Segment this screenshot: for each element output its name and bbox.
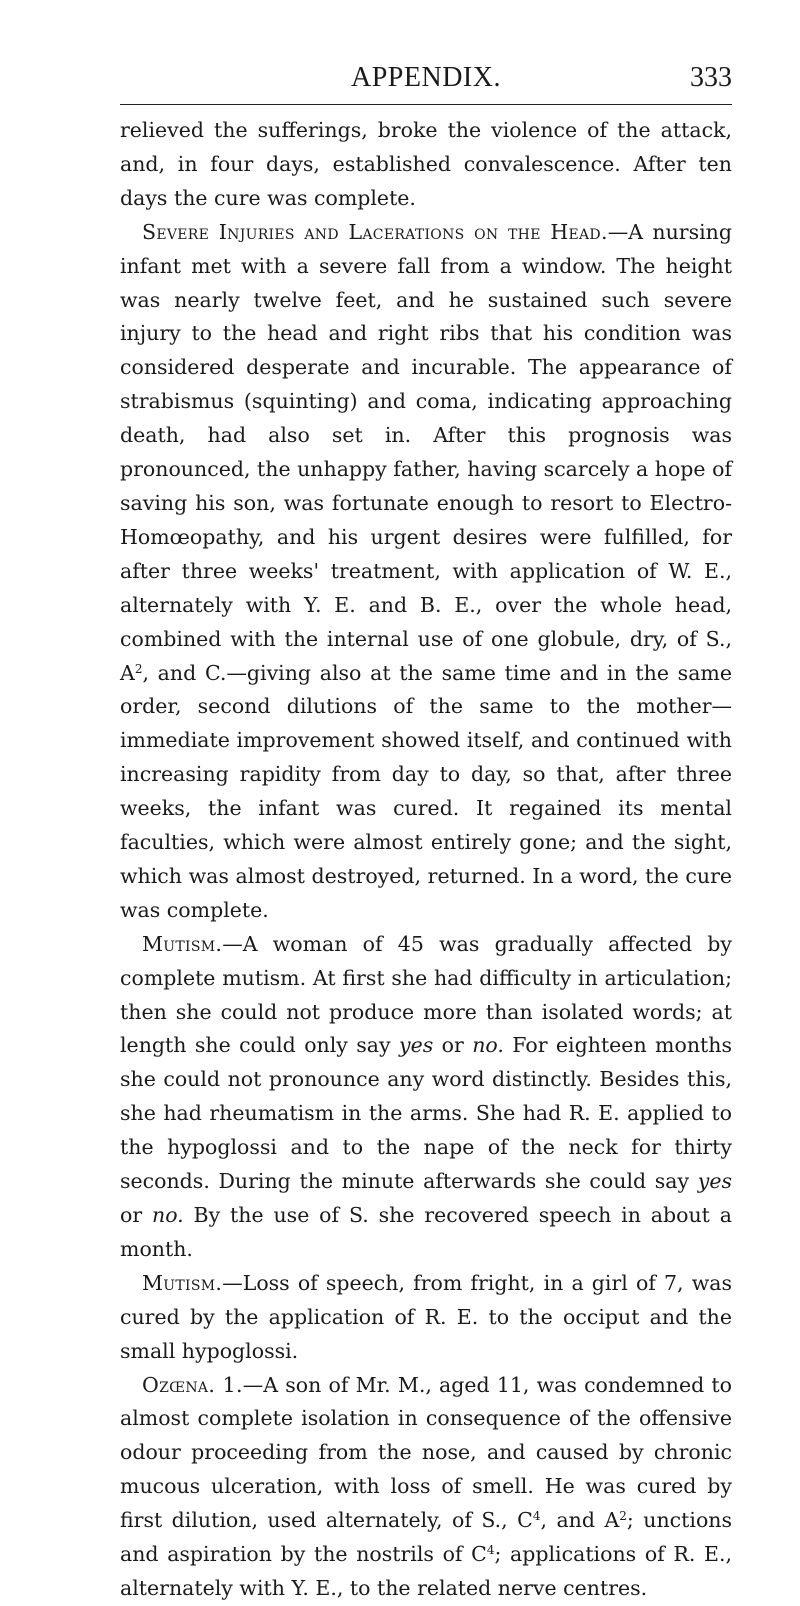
paragraph-text: relieved the sufferings, broke the violence of the attack, and, in four days, established convalescence. After ten days the cure was complete. [120,118,732,210]
section-heading: Severe Injuries and Lacerations on the Head. [142,219,608,244]
italic-word: yes [697,1169,732,1194]
running-head: APPENDIX. [351,62,501,93]
paragraph-ozoena [120,1369,732,1606]
paragraph-text: —A nursing infant met with a severe fall from a window. The height was nearly twelve feet, and he sustained such severe injury to the head and right ribs that his condition was considered desperate and incurable. The appearance of strabismus (squinting) and coma, indicating approaching death, had also set in. After this prognosis was pronounced, the unhappy father, having scarcely a hope of saving his son, was fortunate enough to resort to Electro-Homœopathy, and his urgent desires were fulfilled, for after three weeks' treatment, with application of W. E., alternately with Y. E. and B. E., over the whole head, combined with the internal use of one globule, dry, of S., A [120,219,732,685]
page-number: 333 [690,62,732,93]
italic-word: no. [152,1203,184,1227]
paragraph-text: ; applications of R. E., alternately with Y. E., to the related nerve centres. [120,1542,732,1600]
paragraph-text: , and C.—giving also at the same time and in the same order, second dilutions of the same to the mother—immediate improvement showed itself, and continued with increasing rapidity from day to day, so that, after three weeks, the infant was cured. It regained its mental faculties, which were almost entirely gone; and the sight, which was almost destroyed, returned. In a word, the cure was complete. [120,660,732,922]
italic-word: no. [472,1033,504,1058]
paragraph-text: ; unctions and aspiration by the nostrils of C [120,1508,733,1567]
paragraph-text: For eighteen months she could not pronounce any word distinctly. Besides this, she had rheumatism in the arms. She had R. E. applied to the hypoglossi and to the nape of the neck for thirty seconds. During the minute afterwards she could say [120,1033,732,1194]
paragraph-head-injuries [120,216,732,928]
page-header [120,60,732,105]
paragraph-text: or [433,1033,473,1058]
section-heading: Mutism. [142,931,223,956]
paragraph-text: —Loss of speech, from fright, in a girl of 7, was cured by the application of R. E. to the occiput and the small hypoglossi. [120,1270,732,1363]
paragraph-continuation [120,114,732,216]
superscript: 4 [486,1543,495,1558]
body-text [120,114,732,1606]
paragraph-text: By the use of S. she recovered speech in about a month. [120,1203,732,1261]
paragraph-text: or [120,1203,152,1227]
section-heading: Mutism. [142,1270,223,1295]
superscript: 2 [619,1509,627,1524]
italic-word: yes [399,1033,434,1058]
paragraph-mutism-2 [120,1267,732,1369]
paragraph-text: , and A [540,1508,620,1533]
paragraph-text: —A son of Mr. M., aged 11, was condemned to almost complete isolation in consequence of the offensive odour proceeding from the nose, and caused by chronic mucous ulceration, with loss of smell. He was cured by first dilution, used alternately, of S., C [120,1372,733,1533]
superscript: 4 [532,1509,541,1524]
superscript: 2 [134,661,143,676]
paragraph-mutism-1 [120,928,732,1267]
section-heading: Ozœna. 1. [142,1372,243,1397]
paragraph-text: —A woman of 45 was gradually affected by complete mutism. At first she had difficulty in articulation; then she could not produce more than isolated words; at length she could only say [120,931,732,1058]
